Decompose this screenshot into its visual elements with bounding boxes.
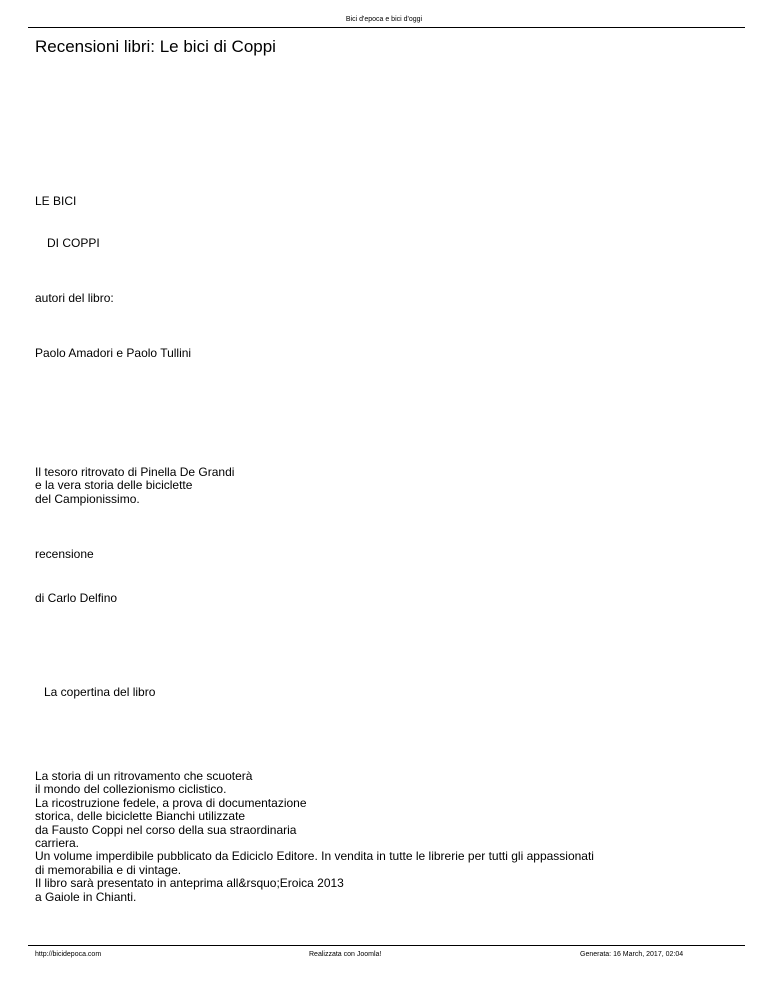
subtitle-line: Il tesoro ritrovato di Pinella De Grandi — [35, 465, 235, 479]
reviewer: di Carlo Delfino — [35, 591, 118, 605]
article-body — [35, 770, 594, 904]
body-line: La ricostruzione fedele, a prova di documentazione — [35, 795, 307, 810]
cover-caption: La copertina del libro — [44, 685, 156, 699]
footer-url-link[interactable]: http://bicidepoca.com — [35, 951, 102, 958]
authors-label: autori del libro: — [35, 291, 114, 305]
body-line: da Fausto Coppi nel corso della sua straordinaria — [35, 822, 297, 837]
footer-credit: Realizzata con Joomla! — [309, 951, 382, 958]
body-line: a Gaiole in Chianti. — [35, 889, 137, 904]
page-title: Recensioni libri: Le bici di Coppi — [35, 37, 276, 56]
review-label: recensione — [35, 547, 94, 561]
subtitle-line: e la vera storia delle biciclette — [35, 478, 193, 493]
book-title-line-2: DI COPPI — [47, 236, 100, 250]
body-line: il mondo del collezionismo ciclistico. — [35, 782, 227, 797]
subtitle-line: del Campionissimo. — [35, 491, 140, 506]
authors: Paolo Amadori e Paolo Tullini — [35, 346, 192, 360]
body-line: Un volume imperdibile pubblicato da Ediciclo Editore. In vendita in tutte le librerie per tutti gli appassionati — [35, 849, 594, 864]
body-line: di memorabilia e di vintage. — [35, 862, 182, 877]
body-line: carriera. — [35, 836, 80, 851]
footer-generated-date: Generata: 16 March, 2017, 02:04 — [580, 951, 684, 958]
header-divider — [28, 27, 745, 28]
site-header: Bici d'epoca e bici d'oggi — [345, 16, 423, 23]
body-line: La storia di un ritrovamento che scuoterà — [35, 769, 253, 783]
footer-divider — [28, 945, 745, 946]
book-title-line-1: LE BICI — [35, 194, 77, 208]
book-subtitle — [35, 466, 234, 506]
body-line: storica, delle biciclette Bianchi utilizzate — [35, 809, 246, 824]
body-line: Il libro sarà presentato in anteprima all&rsquo;Eroica 2013 — [35, 876, 344, 891]
